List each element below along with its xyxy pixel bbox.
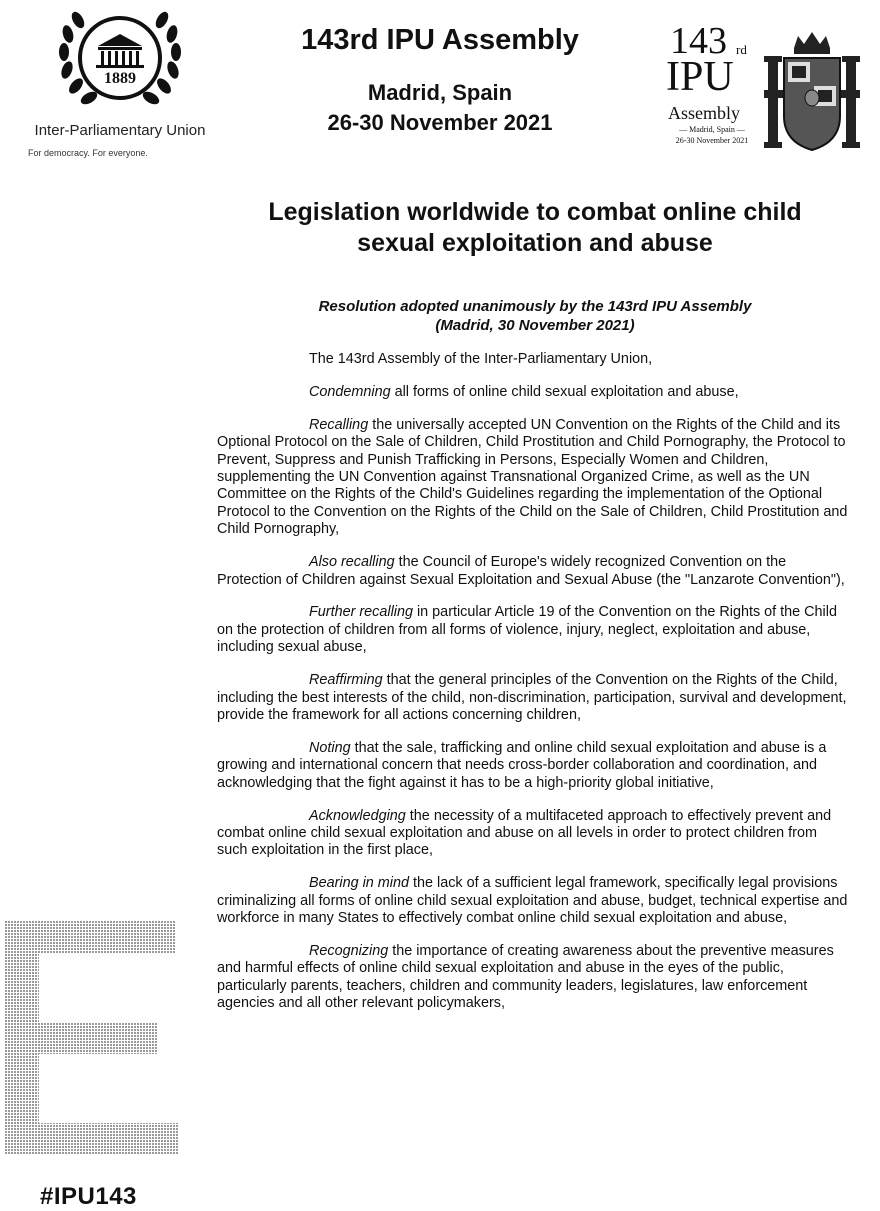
preamble-paragraph <box>217 417 851 539</box>
preamble-paragraph <box>217 554 851 589</box>
preamble-paragraph <box>217 672 851 724</box>
assembly-logo-dates: 26-30 November 2021 <box>675 136 749 145</box>
preamble-paragraph <box>217 384 851 401</box>
header-dates: 26-30 November 2021 <box>327 110 553 135</box>
paragraph-lead: Noting <box>309 739 351 756</box>
paragraph-text: the necessity of a multifaceted approach to effectively prevent and combat online child sexual exploitation and abuse on all levels in order to protect children from such exploitation in the first place, <box>217 807 832 859</box>
paragraph-lead: Reaffirming <box>309 672 383 689</box>
resolution-body <box>217 351 851 1028</box>
document-subtitle <box>215 297 855 335</box>
ipu-emblem-icon <box>58 6 182 118</box>
document-title <box>215 197 855 259</box>
ipu-logo-year: 1889 <box>104 70 136 87</box>
assembly-logo-suffix: rd <box>736 42 747 57</box>
paragraph-text: all forms of online child sexual exploitation and abuse, <box>390 383 739 400</box>
assembly-logo-word: Assembly <box>668 103 740 123</box>
paragraph-lead: Condemning <box>309 383 391 400</box>
ipu-logo <box>20 6 220 166</box>
assembly-logo-city: — Madrid, Spain — <box>679 125 745 134</box>
preamble-paragraph <box>217 808 851 860</box>
paragraph-text: that the general principles of the Convention on the Rights of the Child, including the best interests of the child, non-discrimination, participation, survival and development, provide the framework for all actions concerning children, <box>217 672 847 723</box>
org-name: Inter-Parliamentary Union <box>34 122 206 139</box>
document-subtitle-line-1: Resolution adopted unanimously by the 143rd IPU Assembly <box>318 298 752 315</box>
header-city: Madrid, Spain <box>367 80 513 105</box>
preamble-paragraph <box>217 943 851 1013</box>
assembly-logo <box>652 22 772 157</box>
language-letter-e-icon <box>5 921 180 1157</box>
document-subtitle-line-2: (Madrid, 30 November 2021) <box>435 317 635 334</box>
org-tagline: For democracy. For everyone. <box>28 148 148 158</box>
paragraph-lead: Recognizing <box>309 943 389 960</box>
paragraph-text: the universally accepted UN Convention on the Rights of the Child and its Optional Protocol on the Sale of Children, Child Prostitution and Child Pornography, the Protocol to Prevent, Suppress and Punish Trafficking in Persons, Especially Women and Children, supplementing the UN Convention against Transnational Organized Crime, as well as the UN Committee on the Rights of the Child's Guidelines regarding the implementation of the Optional Protocol to the Convention on the Rights of the Child on the Sale of Children, Child Prostitution and Child Pornography, <box>217 416 848 538</box>
assembly-logo-ipu: IPU <box>666 54 734 100</box>
footer-hashtag: #IPU143 <box>40 1183 137 1210</box>
coat-of-arms-icon <box>764 30 860 154</box>
paragraph-text: the importance of creating awareness about the preventive measures and harmful effects of online child sexual exploitation and abuse in the eyes of the public, particularly parents, teachers, children and community leaders, legislatures, law enforcement agencies and all other relevant policymakers, <box>217 943 834 1012</box>
document-title-line-1: Legislation worldwide to combat online child <box>268 198 802 226</box>
paragraph-lead: Recalling <box>309 416 369 433</box>
paragraph-lead: Acknowledging <box>309 807 406 824</box>
preamble-paragraph <box>217 604 851 656</box>
intro-paragraph: The 143rd Assembly of the Inter-Parliamentary Union, <box>309 351 653 367</box>
paragraph-text: that the sale, trafficking and online child sexual exploitation and abuse is a growing and international concern that needs cross-border collaboration and coordination, and acknowledging that the fight against it has to be a high-priority global initiative, <box>217 739 827 791</box>
preamble-paragraph <box>217 875 851 927</box>
paragraph-text: the lack of a sufficient legal framework, specifically legal provisions criminalizing all forms of online child sexual exploitation and abuse, budget, technical expertise and workforce in many States to effectively combat online child sexual exploitation and abuse, <box>217 875 848 927</box>
preamble-paragraph <box>217 740 851 792</box>
header-title: 143rd IPU Assembly <box>301 24 579 56</box>
paragraph-lead: Also recalling <box>309 554 395 571</box>
paragraph-lead: Bearing in mind <box>309 875 409 892</box>
document-title-line-2: sexual exploitation and abuse <box>357 229 713 257</box>
paragraph-lead: Further recalling <box>309 604 413 621</box>
assembly-logo-number: 143 <box>670 20 727 62</box>
paragraph-text: the Council of Europe's widely recognized Convention on the Protection of Children against Sexual Exploitation and Sexual Abuse (the "Lanzarote Convention"), <box>217 554 845 588</box>
paragraph-text: in particular Article 19 of the Convention on the Rights of the Child on the protection of children from all forms of violence, injury, neglect, exploitation and abuse, including sexual abuse, <box>217 604 837 656</box>
